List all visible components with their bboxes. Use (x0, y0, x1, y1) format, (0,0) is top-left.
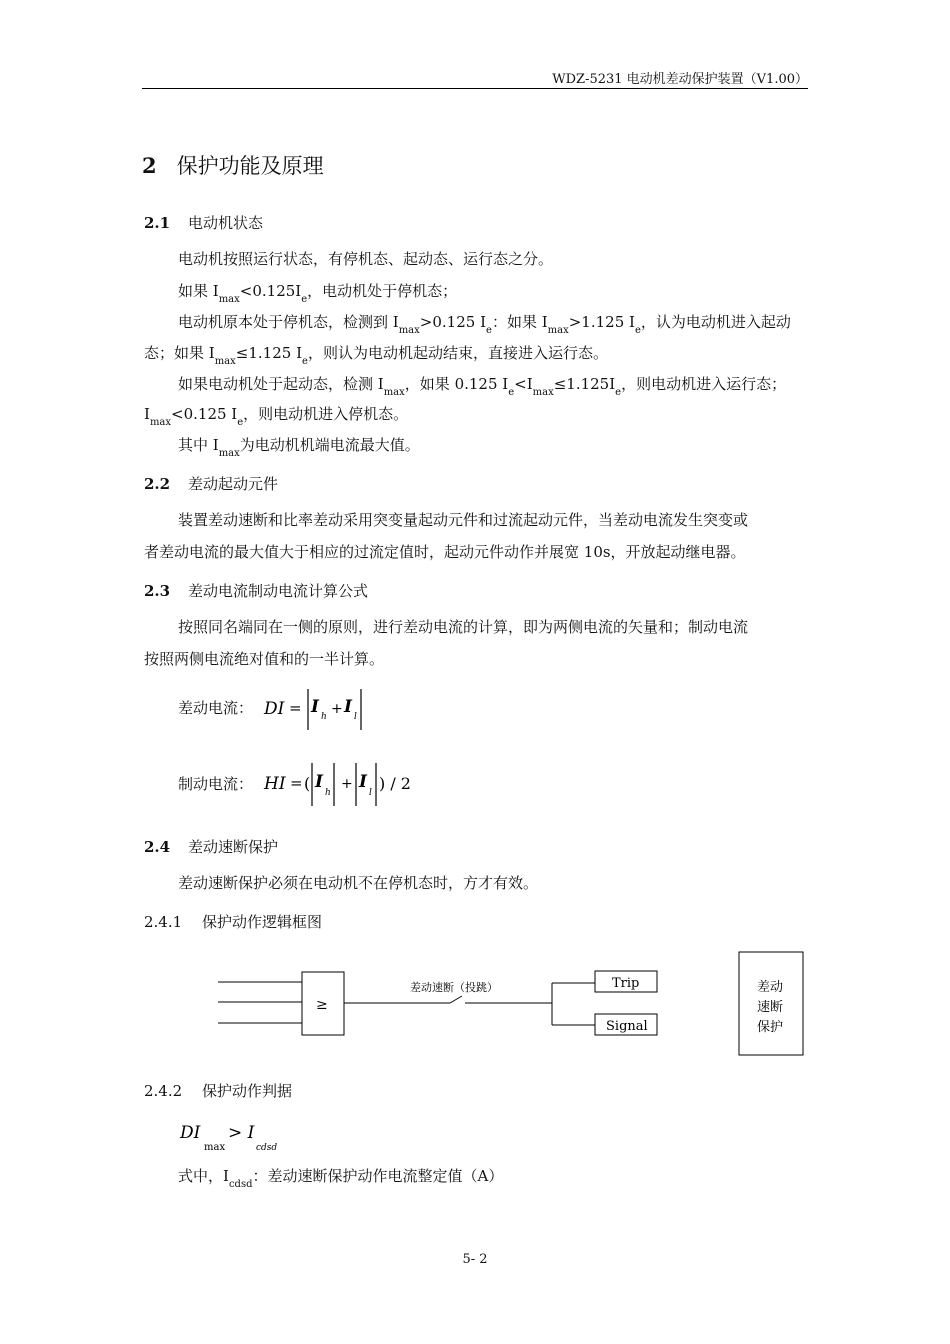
section-2-4-1-heading: 2.4.1 保护动作逻辑框图 (144, 913, 323, 931)
chapter-number: 2 (142, 153, 157, 178)
section-2-2-heading: 2.2 差动起动元件 (144, 475, 279, 493)
formula-lhs: HI (264, 774, 286, 794)
s21-paragraph-1: 电动机按照运行状态，有停机态、起动态、运行态之分。 (178, 250, 554, 268)
switch-blade (450, 996, 462, 1003)
box-line-2: 速断 (757, 1000, 784, 1015)
s23-paragraph-1: 按照同名端同在一侧的原则，进行差动电流的计算，即为两侧电流的矢量和；制动电流 (178, 618, 749, 636)
s21-paragraph-5: 如果电动机处于起动态，检测 $I_{max}$，如果 0.125 $I_e<I_{max}\le 1.125I_e$，则电动机进入运行态； (178, 375, 787, 398)
diff-current-formula (262, 684, 382, 734)
criterion-formula (176, 1118, 316, 1158)
div-two: ) / 2 (379, 774, 411, 793)
s21-paragraph-7: 其中 $I_{max}$为电动机机端电流最大值。 (178, 436, 420, 459)
section-number: 2.1 (144, 214, 171, 232)
s22-paragraph-1: 装置差动速断和比率差动采用突变量起动元件和过流起动元件，当差动电流发生突变或 (178, 511, 749, 529)
criterion-op: > I (228, 1123, 255, 1143)
formula-lhs: DI (264, 699, 285, 719)
sub-h: h (321, 712, 327, 722)
diff-current-label: 差动电流： (178, 699, 254, 717)
plus-sign: + (341, 776, 353, 792)
i-l-symbol: I (344, 697, 352, 717)
plus-sign: + (331, 701, 343, 717)
section-2-4-2-heading: 2.4.2 保护动作判据 (144, 1082, 293, 1100)
formula-eq: = (289, 699, 302, 717)
or-gate-symbol: ≥ (316, 997, 328, 1013)
s24-paragraph-1: 差动速断保护必须在电动机不在停机态时，方才有效。 (178, 874, 539, 892)
box-line-3: 保护 (757, 1020, 784, 1035)
criterion-sub-max: max (204, 1142, 226, 1153)
sub-l: l (369, 788, 372, 798)
criterion-sub-cdsd: cdsd (256, 1143, 278, 1153)
s21-paragraph-2: 如果 $I_{max}<0.125I_e$，电动机处于停机态； (178, 282, 458, 305)
signal-label: Signal (606, 1019, 648, 1034)
formula-eq: = (290, 774, 303, 792)
brake-current-label: 制动电流： (178, 775, 254, 793)
s22-paragraph-2: 者差动电流的最大值大于相应的过流定值时，起动元件动作并展宽 10s，开放起动继电器。 (144, 543, 746, 561)
i-l-symbol: I (359, 772, 367, 792)
chapter-title: 保护功能及原理 (176, 154, 324, 178)
section-2-4-heading: 2.4 差动速断保护 (144, 838, 279, 856)
criterion-lhs: DI (180, 1123, 201, 1143)
open-paren: ( (304, 774, 311, 793)
section-2-3-heading: 2.3 差动电流制动电流计算公式 (144, 582, 369, 600)
page-header-title: WDZ-5231 电动机差动保护装置（V1.00） (552, 72, 808, 87)
switch-label: 差动速断（投跳） (410, 981, 498, 994)
i-h-symbol: I (311, 697, 319, 717)
box-line-1: 差动 (757, 980, 784, 995)
criterion-note: 式中，$I_{cdsd}$：差动速断保护动作电流整定值（A） (178, 1167, 504, 1190)
section-2-1-heading (144, 212, 263, 233)
s23-paragraph-2: 按照两侧电流绝对值和的一半计算。 (144, 650, 385, 668)
trip-label: Trip (612, 976, 640, 991)
s21-paragraph-4: 态；如果 $I_{max}\le 1.125$ $I_e$，则认为电动机起动结束，直接进入运行态。 (144, 344, 608, 367)
sub-h: h (325, 788, 331, 798)
brake-current-formula (262, 758, 422, 810)
section-title: 电动机状态 (188, 214, 264, 232)
chapter-heading (142, 150, 324, 180)
header-rule (142, 88, 808, 89)
s21-paragraph-6: $I_{max}<0.125$ $I_e$，则电动机进入停机态。 (144, 405, 409, 428)
s21-paragraph-3: 电动机原本处于停机态，检测到 $I_{max}>0.125$ $I_e$：如果 $I_{max}>1.125$ $I_e$，认为电动机进入起动 (178, 313, 791, 336)
page-number: 5- 2 (462, 1252, 488, 1267)
logic-diagram (210, 945, 810, 1065)
sub-l: l (354, 712, 357, 722)
i-h-symbol: I (315, 772, 323, 792)
